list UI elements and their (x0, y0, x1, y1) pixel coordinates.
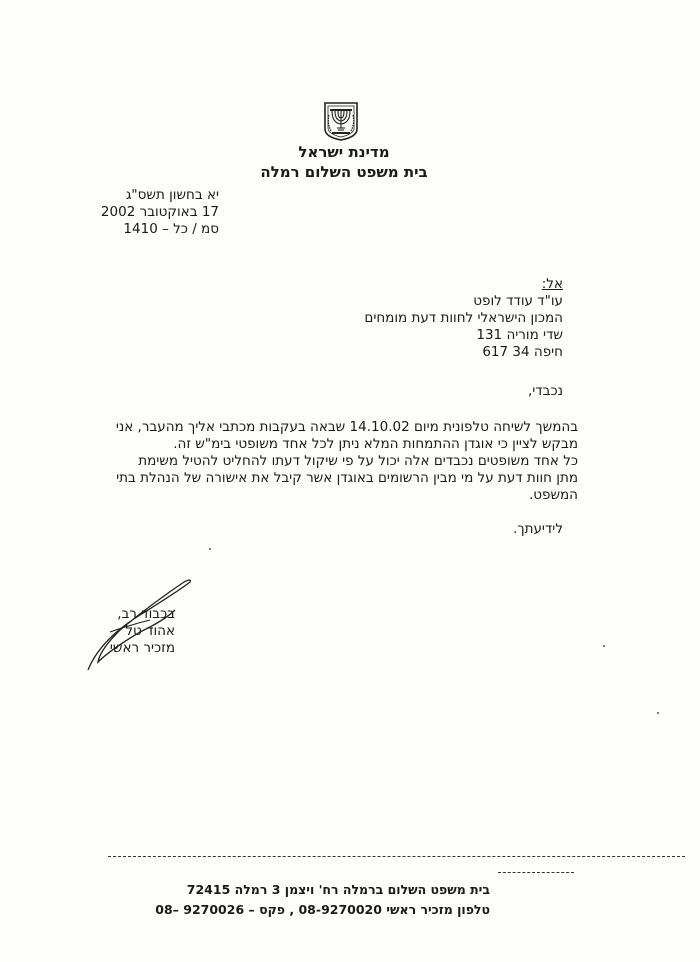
footer-address: בית משפט השלום ברמלה רח' ויצמן 3 רמלה 72415 (186, 882, 490, 897)
reference-number: סמ / כל – 1410 (123, 221, 219, 237)
body-line: מתן חוות דעת על מי מבין הרשומים באוגדן אשר קיבל את אישורה של הנהלת בתי (116, 470, 578, 486)
recipient-name: עו"ד עודד לופט (473, 293, 563, 309)
letter-body (110, 419, 578, 504)
body-line: המשפט. (528, 487, 578, 503)
recipient-organization: המכון הישראלי לחוות דעת מומחים (364, 310, 563, 326)
scan-speck (657, 712, 659, 714)
date-block (101, 187, 219, 238)
footer-phones: טלפון מזכיר ראשי 08-9270020 , פקס – 9270026 –08 (155, 902, 490, 917)
court-name-heading: בית משפט השלום רמלה (260, 163, 428, 181)
recipient-city: חיפה 34 617 (482, 344, 563, 360)
signer-title: מזכיר ראשי (109, 640, 175, 656)
recipient-address (364, 276, 563, 361)
hebrew-date: יא בחשון תשס"ג (125, 187, 219, 203)
recipient-label: אל: (541, 276, 563, 292)
scan-speck (603, 645, 605, 647)
recipient-street: שדי מוריה 131 (476, 327, 563, 343)
body-line: כל אחד משופטים נכבדים אלה יכול על פי שיקול דעתו להחליט להטיל משימת (138, 453, 578, 469)
greeting: נכבדי, (527, 383, 563, 399)
signer-name: אהוד טל (125, 623, 175, 639)
signature-block (110, 606, 175, 657)
closing-line: לידיעתך. (513, 521, 563, 537)
menorah-emblem-icon (322, 101, 360, 141)
regards-line: בכבוד רב, (117, 606, 175, 622)
scan-speck (209, 548, 211, 550)
gregorian-date: 17 באוקטובר 2002 (100, 204, 219, 220)
body-line: מבקש לציין כי אוגדן ההתמחות המלא ניתן לכל אחד משופטי בימ"ש זה. (173, 436, 578, 452)
body-line: בהמשך לשיחה טלפונית מיום 14.10.02 שבאה בעקבות מכתבי אליך מהעבר, אני (115, 419, 578, 435)
state-name-heading: מדינת ישראל (298, 143, 390, 161)
footer (155, 880, 490, 920)
footer-divider (498, 872, 574, 873)
footer-divider (108, 856, 685, 857)
